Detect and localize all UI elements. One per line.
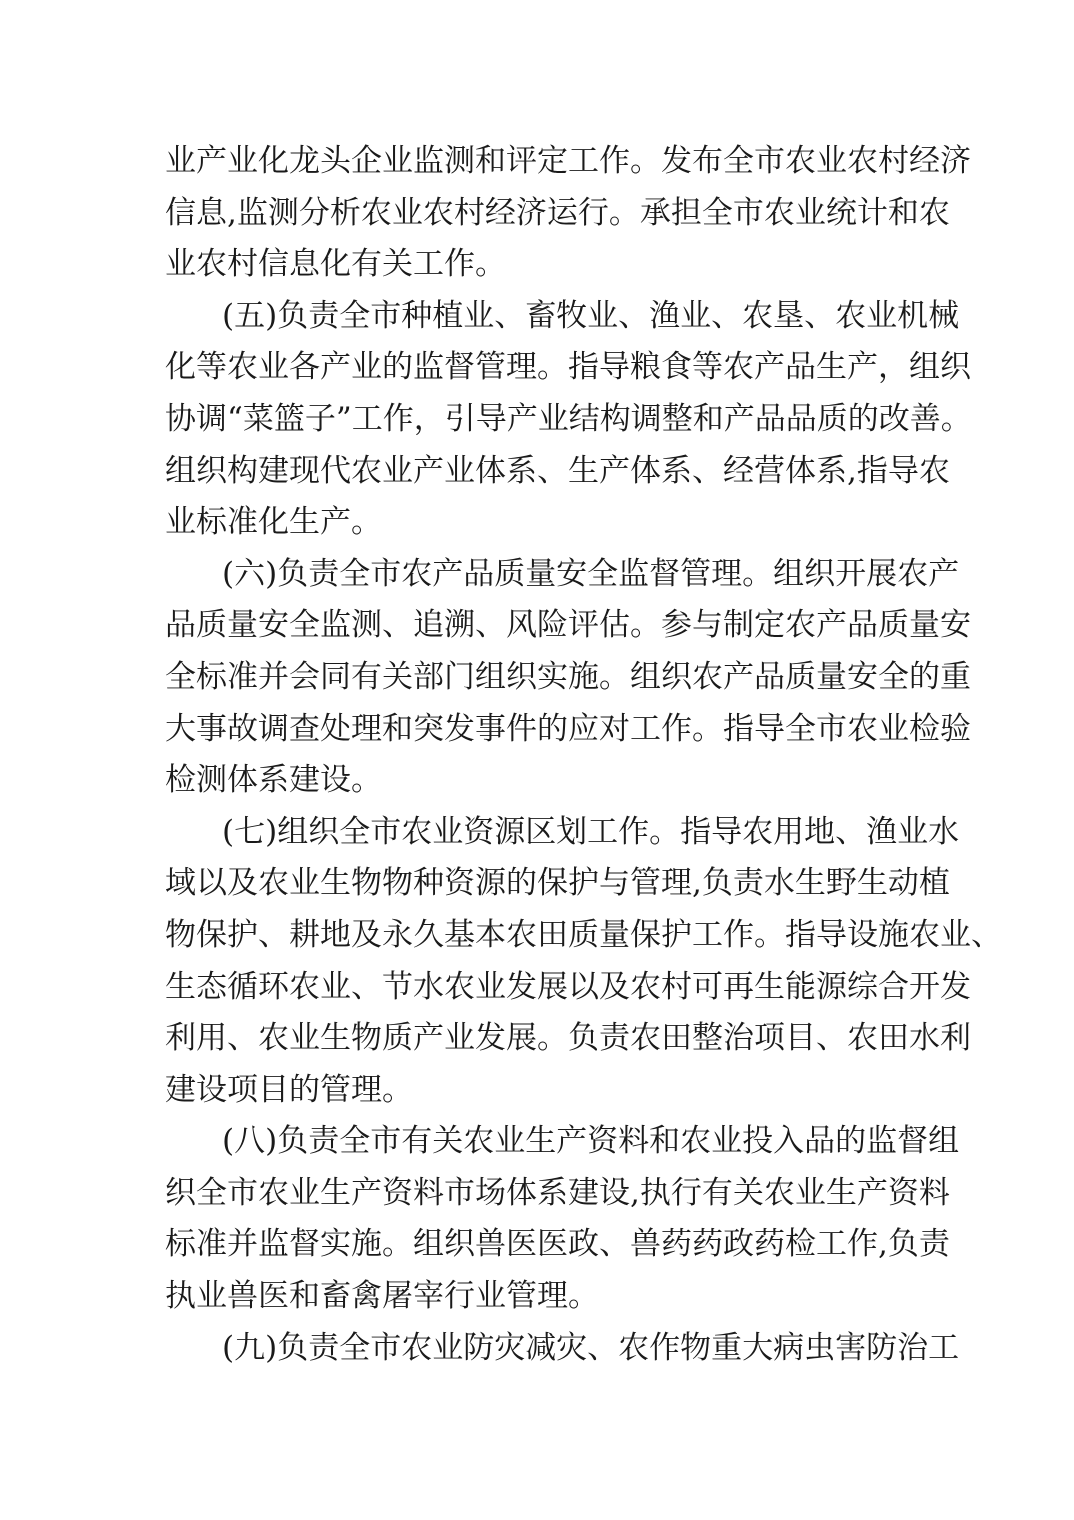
text-line: 建设项目的管理。 xyxy=(165,1071,413,1108)
text-line: 组织构建现代农业产业体系、生产体系、经营体系,指导农 xyxy=(165,452,950,489)
paragraph-five-first-line: (五)负责全市种植业、畜牧业、渔业、农垦、农业机械 xyxy=(222,297,960,334)
text-line: 生态循环农业、节水农业发展以及农村可再生能源综合开发 xyxy=(165,968,971,1005)
text-line: 标准并监督实施。组织兽医医政、兽药药政药检工作,负责 xyxy=(165,1226,950,1263)
paragraph-six-first-line: (六)负责全市农产品质量安全监督管理。组织开展农产 xyxy=(222,555,960,592)
text-line: 物保护、耕地及永久基本农田质量保护工作。指导设施农业、 xyxy=(165,916,1002,953)
text-line: 品质量安全监测、追溯、风险评估。参与制定农产品质量安 xyxy=(165,607,971,644)
text-line: 检测体系建设。 xyxy=(165,762,382,799)
text-line: 业标准化生产。 xyxy=(165,504,382,541)
text-line: 业产业化龙头企业监测和评定工作。发布全市农业农村经济 xyxy=(165,143,971,179)
text-line: 利用、农业生物质产业发展。负责农田整治项目、农田水利 xyxy=(165,1020,971,1057)
paragraph-eight-first-line: (八)负责全市有关农业生产资料和农业投入品的监督组 xyxy=(222,1123,960,1160)
paragraph-nine-first-line: (九)负责全市农业防灾减灾、农作物重大病虫害防治工 xyxy=(222,1329,960,1366)
body-text xyxy=(165,136,1002,1374)
text-line: 织全市农业生产资料市场体系建设,执行有关农业生产资料 xyxy=(165,1174,950,1211)
text-line: 业农村信息化有关工作。 xyxy=(165,246,506,283)
text-line: 全标准并会同有关部门组织实施。组织农产品质量安全的重 xyxy=(165,658,971,695)
text-line: 域以及农业生物物种资源的保护与管理,负责水生野生动植 xyxy=(165,865,950,902)
text-line: 大事故调查处理和突发事件的应对工作。指导全市农业检验 xyxy=(165,710,971,747)
text-line: 协调“菜篮子”工作，引导产业结构调整和产品品质的改善。 xyxy=(165,400,972,437)
text-line: 化等农业各产业的监督管理。指导粮食等农产品生产，组织 xyxy=(165,349,971,386)
text-line: 执业兽医和畜禽屠宰行业管理。 xyxy=(165,1278,599,1315)
text-line: 信息,监测分析农业农村经济运行。承担全市农业统计和农 xyxy=(165,194,950,231)
paragraph-seven-first-line: (七)组织全市农业资源区划工作。指导农用地、渔业水 xyxy=(222,813,960,850)
